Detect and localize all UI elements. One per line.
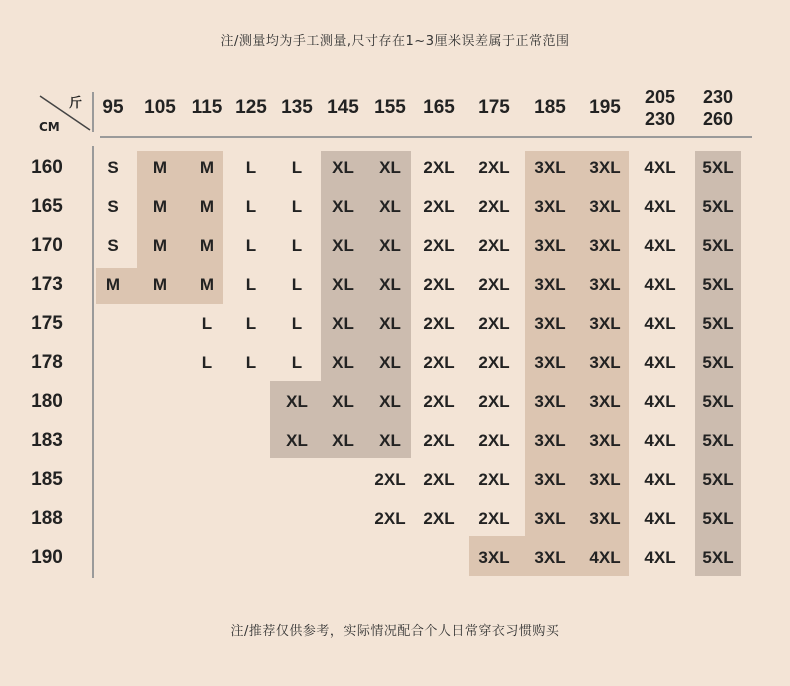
weight-header-1: 105: [144, 97, 176, 118]
size-cell: XL: [332, 392, 354, 411]
size-cell: 4XL: [589, 548, 621, 567]
size-cell: M: [199, 197, 215, 216]
size-cell: S: [107, 197, 119, 216]
weight-header-2: 115: [191, 97, 223, 118]
size-cell: 5XL: [702, 158, 734, 177]
height-label-175: 175: [31, 313, 63, 334]
size-cell: L: [291, 236, 303, 255]
size-cell: 5XL: [702, 275, 734, 294]
size-cell: XL: [332, 314, 354, 333]
size-cell: 2XL: [478, 353, 510, 372]
size-cell: XL: [332, 236, 354, 255]
size-cell: 2XL: [374, 509, 406, 528]
size-cell: L: [291, 353, 303, 372]
size-cell: 3XL: [589, 353, 621, 372]
weight-header-11: [632, 86, 688, 130]
shade-block-xl: [321, 151, 411, 381]
size-cell: 2XL: [478, 275, 510, 294]
size-cell: 3XL: [534, 548, 566, 567]
size-cell: M: [199, 275, 215, 294]
size-cell: 2XL: [478, 158, 510, 177]
size-cell: 3XL: [589, 470, 621, 489]
size-cell: 2XL: [423, 197, 455, 216]
size-cell: XL: [379, 314, 401, 333]
height-label-173: 173: [31, 274, 63, 295]
weight-header-3: 125: [235, 97, 267, 118]
height-label-170: 170: [31, 235, 63, 256]
size-cell: 3XL: [589, 509, 621, 528]
size-cell: 2XL: [423, 431, 455, 450]
size-cell: 4XL: [644, 509, 676, 528]
height-unit-label: CM: [39, 120, 60, 134]
measurement-note: 注/测量均为手工测量,尺寸存在1~3厘米误差属于正常范围: [220, 34, 570, 49]
size-cell: M: [199, 236, 215, 255]
size-cell: 5XL: [702, 470, 734, 489]
size-cell: 3XL: [589, 158, 621, 177]
size-cell: L: [245, 158, 257, 177]
size-cell: 5XL: [702, 197, 734, 216]
size-cell: 2XL: [478, 236, 510, 255]
size-cell: XL: [332, 353, 354, 372]
size-cell: L: [291, 314, 303, 333]
size-cell: L: [291, 275, 303, 294]
weight-header-7: 165: [423, 97, 455, 118]
recommendation-note: 注/推荐仅供参考，实际情况配合个人日常穿衣习惯购买: [230, 624, 560, 639]
size-cell: S: [107, 236, 119, 255]
size-cell: 3XL: [478, 548, 510, 567]
weight-header-11-part-1: 230: [644, 109, 676, 129]
size-cell: 4XL: [644, 197, 676, 216]
weight-header-4: 135: [281, 97, 313, 118]
height-label-178: 178: [31, 352, 63, 373]
size-cell: XL: [332, 197, 354, 216]
size-cell: 2XL: [478, 314, 510, 333]
size-cell: 3XL: [589, 431, 621, 450]
size-cell: 3XL: [589, 236, 621, 255]
size-cell: M: [105, 275, 121, 294]
size-cell: XL: [379, 392, 401, 411]
size-cell: M: [152, 197, 168, 216]
size-cell: XL: [379, 353, 401, 372]
size-cell: M: [152, 275, 168, 294]
size-cell: 4XL: [644, 353, 676, 372]
size-cell: L: [291, 158, 303, 177]
size-cell: 3XL: [534, 470, 566, 489]
height-label-160: 160: [31, 157, 63, 178]
height-label-190: 190: [31, 547, 63, 568]
weight-header-12-part-0: 230: [702, 87, 734, 107]
size-cell: 3XL: [534, 197, 566, 216]
size-cell: XL: [332, 431, 354, 450]
size-cell: 3XL: [534, 158, 566, 177]
size-cell: S: [107, 158, 119, 177]
size-cell: 2XL: [423, 275, 455, 294]
size-cell: XL: [379, 158, 401, 177]
size-cell: XL: [286, 431, 308, 450]
size-cell: L: [291, 197, 303, 216]
size-cell: M: [152, 236, 168, 255]
size-cell: 2XL: [478, 431, 510, 450]
size-cell: 2XL: [423, 236, 455, 255]
size-cell: L: [201, 314, 213, 333]
size-cell: L: [245, 275, 257, 294]
size-cell: 5XL: [702, 236, 734, 255]
size-cell: 3XL: [534, 353, 566, 372]
size-cell: 2XL: [423, 392, 455, 411]
size-cell: 3XL: [534, 275, 566, 294]
size-cell: 3XL: [534, 431, 566, 450]
height-label-185: 185: [31, 469, 63, 490]
weight-header-10: 195: [589, 97, 621, 118]
size-cell: M: [199, 158, 215, 177]
size-cell: L: [245, 197, 257, 216]
size-cell: 2XL: [478, 509, 510, 528]
size-cell: L: [245, 314, 257, 333]
size-cell: 3XL: [534, 509, 566, 528]
size-cell: 5XL: [702, 431, 734, 450]
size-cell: L: [245, 236, 257, 255]
size-cell: 2XL: [423, 470, 455, 489]
size-cell: 4XL: [644, 392, 676, 411]
size-cell: 2XL: [374, 470, 406, 489]
size-cell: XL: [332, 275, 354, 294]
size-cell: XL: [379, 431, 401, 450]
weight-header-8: 175: [478, 97, 510, 118]
size-cell: 3XL: [534, 236, 566, 255]
size-cell: 3XL: [589, 392, 621, 411]
size-cell: 4XL: [644, 431, 676, 450]
size-cell: 3XL: [534, 314, 566, 333]
height-label-183: 183: [31, 430, 63, 451]
weight-header-12-part-1: 260: [702, 109, 734, 129]
height-label-180: 180: [31, 391, 63, 412]
size-cell: 2XL: [423, 314, 455, 333]
size-cell: L: [201, 353, 213, 372]
size-cell: 5XL: [702, 509, 734, 528]
height-label-188: 188: [31, 508, 63, 529]
size-cell: M: [152, 158, 168, 177]
size-cell: 3XL: [589, 197, 621, 216]
size-cell: XL: [286, 392, 308, 411]
size-cell: L: [245, 353, 257, 372]
height-label-165: 165: [31, 196, 63, 217]
size-cell: 2XL: [478, 470, 510, 489]
size-cell: 4XL: [644, 275, 676, 294]
size-cell: 5XL: [702, 314, 734, 333]
size-cell: 4XL: [644, 314, 676, 333]
weight-header-6: 155: [374, 97, 406, 118]
size-cell: 3XL: [589, 275, 621, 294]
size-cell: XL: [379, 197, 401, 216]
weight-header-9: 185: [534, 97, 566, 118]
size-cell: 2XL: [423, 158, 455, 177]
weight-header-5: 145: [327, 97, 359, 118]
size-cell: 3XL: [534, 392, 566, 411]
size-cell: 4XL: [644, 548, 676, 567]
size-cell: 5XL: [702, 548, 734, 567]
size-cell: 2XL: [423, 353, 455, 372]
size-cell: XL: [332, 158, 354, 177]
size-cell: 4XL: [644, 158, 676, 177]
size-cell: 2XL: [423, 509, 455, 528]
size-cell: 2XL: [478, 197, 510, 216]
size-cell: 5XL: [702, 353, 734, 372]
weight-unit-label: 斤: [68, 96, 82, 111]
weight-header-11-part-0: 205: [644, 87, 676, 107]
size-cell: 5XL: [702, 392, 734, 411]
size-cell: 3XL: [589, 314, 621, 333]
size-cell: XL: [379, 236, 401, 255]
weight-header-0: 95: [102, 97, 124, 118]
size-cell: 2XL: [478, 392, 510, 411]
weight-header-12: [690, 86, 746, 130]
size-cell: XL: [379, 275, 401, 294]
size-cell: 4XL: [644, 470, 676, 489]
size-cell: 4XL: [644, 236, 676, 255]
